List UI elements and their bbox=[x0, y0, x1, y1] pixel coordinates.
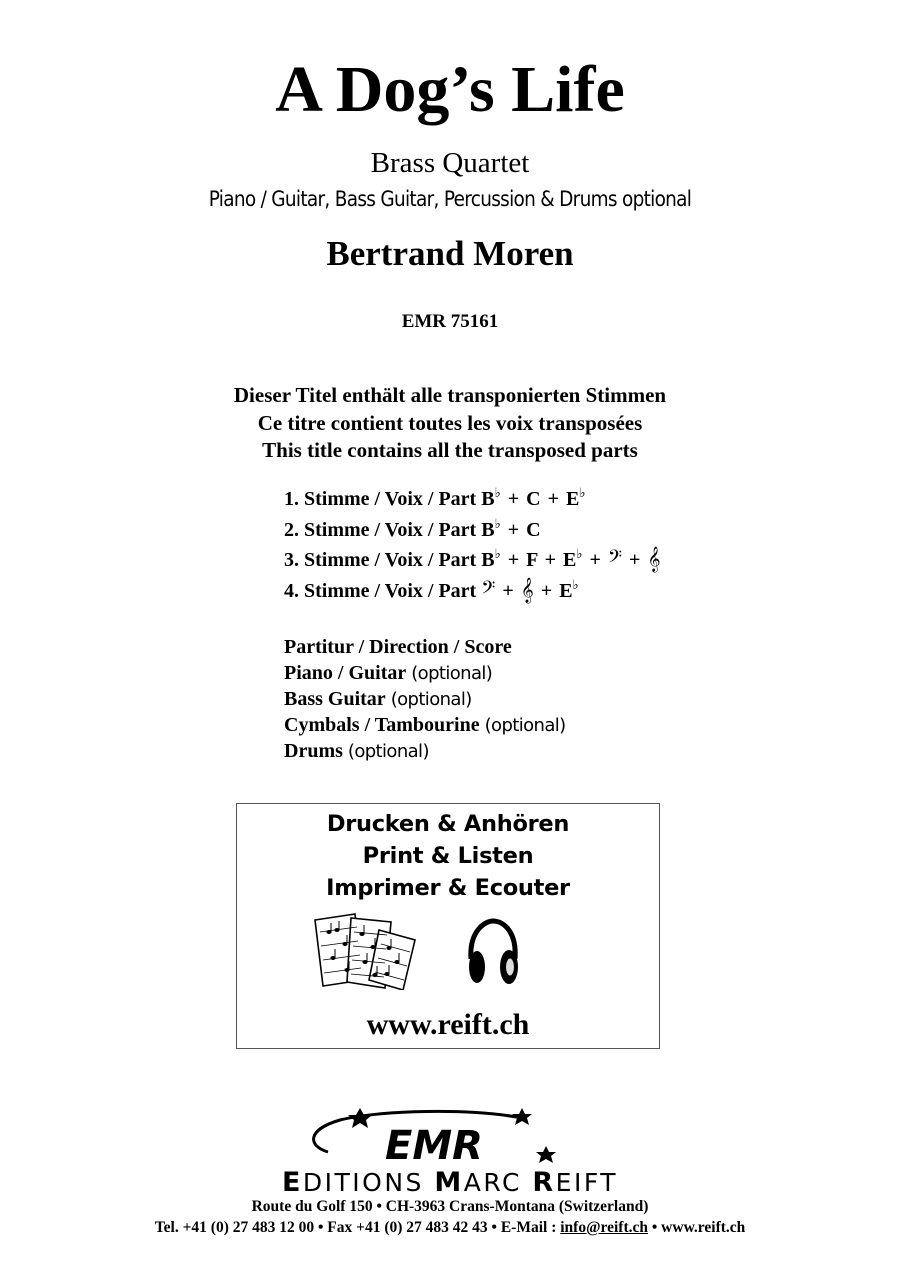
promo-url-link[interactable]: www.reift.ch bbox=[366, 1008, 530, 1041]
website-link[interactable]: • www.reift.ch bbox=[648, 1219, 746, 1236]
parts-list bbox=[284, 484, 660, 606]
promo-line-french: Imprimer & Ecouter bbox=[326, 875, 570, 901]
notice-german: Dieser Titel enthält alle transponierten Stimmen bbox=[233, 383, 667, 407]
composer-name: Bertrand Moren bbox=[326, 234, 574, 273]
flat-sign: ♭ bbox=[494, 546, 501, 561]
publisher-address: Route du Golf 150 • CH-3963 Crans-Montana (Switzerland) bbox=[251, 1198, 649, 1215]
part-label: Stimme / Voix / Part bbox=[304, 518, 477, 541]
promo-line-english: Print & Listen bbox=[362, 843, 534, 869]
publisher-name: EDITIONS MARC REIFT bbox=[281, 1167, 619, 1198]
part-row-1: 1. Stimme / Voix / Part B♭ + C + E♭ bbox=[284, 485, 586, 510]
emr-logo-icon bbox=[300, 1106, 560, 1172]
extra-bass-guitar: Bass Guitar (optional) bbox=[284, 688, 472, 710]
additional-parts-list bbox=[284, 634, 566, 764]
transposed-parts-notice bbox=[0, 382, 900, 465]
part-label: Stimme / Voix / Part bbox=[304, 549, 477, 571]
promo-text bbox=[237, 808, 659, 904]
sheet-music-icon bbox=[307, 912, 419, 990]
part-row-2: 2. Stimme / Voix / Part B♭ + C bbox=[284, 515, 541, 541]
flat-sign: ♭ bbox=[576, 546, 583, 561]
optional-instruments: Piano / Guitar, Bass Guitar, Percussion & Drums optional bbox=[208, 187, 692, 211]
treble-clef-icon: 𝄞 bbox=[520, 577, 534, 603]
notice-french: Ce titre contient toutes les voix transposées bbox=[257, 410, 643, 435]
part-row-4: 4. Stimme / Voix / Part 𝄢 + 𝄞 + E♭ bbox=[284, 576, 579, 603]
page-title: A Dog’s Life bbox=[275, 53, 625, 126]
bass-clef-icon: 𝄢 bbox=[481, 577, 496, 603]
print-listen-box bbox=[236, 803, 660, 1049]
catalog-number: EMR 75161 bbox=[401, 311, 499, 332]
part-row-3: 3. Stimme / Voix / Part B♭ + F + E♭ + 𝄢 + 𝄞 bbox=[284, 546, 661, 572]
flat-sign: ♭ bbox=[579, 485, 586, 500]
headphones-icon bbox=[465, 917, 521, 987]
flat-sign: ♭ bbox=[494, 485, 501, 500]
bass-clef-icon: 𝄢 bbox=[607, 547, 623, 572]
logo-text: EMR bbox=[385, 1123, 483, 1169]
publisher-contact: Tel. +41 (0) 27 483 12 00 • Fax +41 (0) 27 483 42 43 • E-Mail : info@reift.ch • www.reift.ch bbox=[154, 1219, 746, 1236]
extra-drums: Drums (optional) bbox=[284, 740, 429, 762]
extra-cymbals-tambourine: Cymbals / Tambourine (optional) bbox=[284, 714, 566, 736]
flat-sign: ♭ bbox=[572, 576, 579, 592]
flat-sign: ♭ bbox=[494, 515, 501, 531]
extra-piano-guitar: Piano / Guitar (optional) bbox=[284, 662, 493, 684]
ensemble-subtitle: Brass Quartet bbox=[370, 147, 530, 179]
extra-score: Partitur / Direction / Score bbox=[284, 636, 512, 658]
notice-english: This title contains all the transposed parts bbox=[262, 438, 638, 462]
email-link[interactable]: info@reift.ch bbox=[560, 1219, 648, 1236]
promo-line-german: Drucken & Anhören bbox=[326, 811, 570, 837]
part-label: Stimme / Voix / Part bbox=[304, 488, 477, 510]
part-label: Stimme / Voix / Part bbox=[304, 579, 477, 602]
treble-clef-icon: 𝄞 bbox=[647, 547, 661, 572]
